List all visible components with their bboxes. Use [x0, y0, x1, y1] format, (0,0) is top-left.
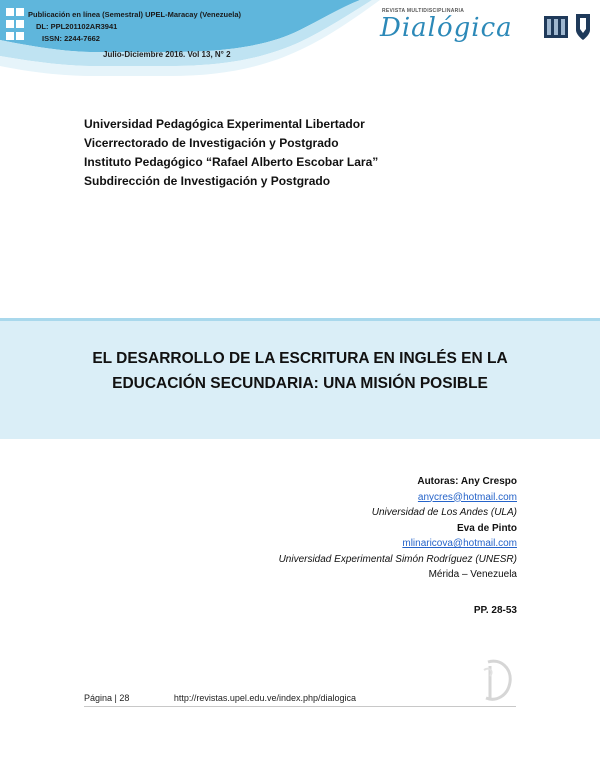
- author-label: Autoras: Any Crespo: [417, 476, 517, 487]
- article-title: [0, 346, 600, 396]
- journal-brand: [380, 8, 540, 42]
- institution-line-2: Vicerrectorado de Investigación y Postgrado: [84, 136, 339, 150]
- author-location: Mérida – Venezuela: [428, 569, 517, 580]
- brand-name: Dialógica: [380, 13, 513, 43]
- author-email-1[interactable]: anycres@hotmail.com: [417, 491, 517, 503]
- footer: [84, 693, 356, 703]
- issue-info: Julio-Diciembre 2016. Vol 13, N° 2: [103, 50, 231, 59]
- journal-watermark-icon: [476, 656, 516, 704]
- pub-line-3: ISSN: 2244-7662: [42, 34, 100, 43]
- authors-block: [279, 474, 517, 583]
- footer-divider: [84, 706, 516, 707]
- grid-logo-icon: [6, 8, 24, 42]
- footer-url[interactable]: http://revistas.upel.edu.ve/index.php/dialogica: [173, 693, 357, 703]
- institution-line-1: Universidad Pedagógica Experimental Libertador: [84, 117, 365, 131]
- article-title-line-1: EL DESARROLLO DE LA ESCRITURA EN INGLÉS EN LA: [92, 350, 508, 367]
- author-affiliation-2: Universidad Experimental Simón Rodríguez (UNESR): [278, 553, 517, 565]
- pub-line-2: DL: PPL201102AR3941: [36, 22, 118, 31]
- pub-line-1: Publicación en línea (Semestral) UPEL-Maracay (Venezuela): [28, 10, 241, 19]
- footer-page-number: Página | 28: [84, 693, 130, 703]
- page-range: PP. 28-53: [473, 605, 517, 616]
- author-email-2[interactable]: mlinaricova@hotmail.com: [402, 538, 517, 549]
- author-affiliation-1: Universidad de Los Andes (ULA): [371, 507, 517, 518]
- institution-line-3: Instituto Pedagógico “Rafael Alberto Escobar Lara”: [84, 155, 379, 169]
- brand-subtitle: REVISTA MULTIDISCIPLINARIA: [382, 8, 465, 14]
- institution-logos-icon: [544, 14, 596, 40]
- article-title-line-2: EDUCACIÓN SECUNDARIA: UNA MISIÓN POSIBLE: [112, 375, 488, 392]
- publication-info: [28, 9, 241, 45]
- institution-line-4: Subdirección de Investigación y Postgrado: [84, 174, 331, 188]
- author-name-2: Eva de Pinto: [456, 522, 517, 534]
- institution-block: [84, 115, 378, 191]
